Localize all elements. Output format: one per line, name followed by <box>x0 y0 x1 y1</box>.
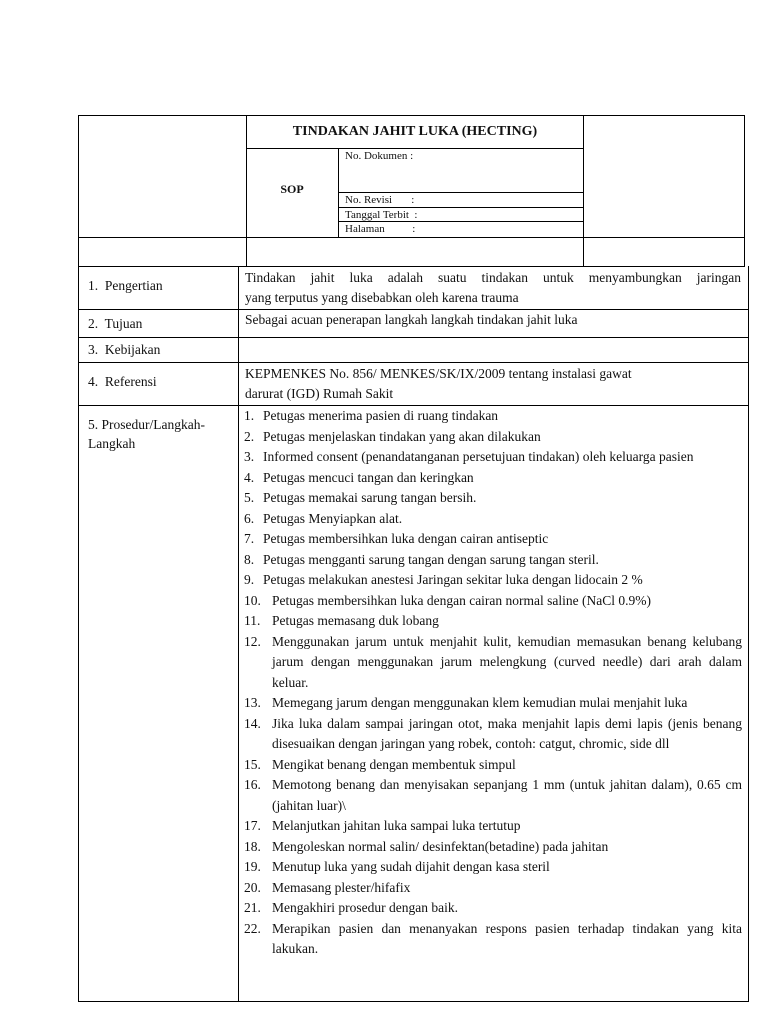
procedure-step <box>244 775 742 816</box>
procedure-step <box>244 529 742 550</box>
procedure-step-number: 15. <box>244 756 261 772</box>
procedure-steps-list <box>244 406 742 960</box>
referensi-line-1: KEPMENKES No. 856/ MENKES/SK/IX/2009 tentang instalasi gawat <box>245 366 632 381</box>
procedure-step-text: Melanjutkan jahitan luka sampai luka tertutup <box>272 818 521 833</box>
procedure-step <box>244 570 742 591</box>
no-revisi-label: No. Revisi : <box>345 194 415 206</box>
procedure-step-text: Petugas Menyiapkan alat. <box>263 510 403 526</box>
procedure-step-text: Petugas mengganti sarung tangan dengan sarung tangan steril. <box>263 551 599 567</box>
procedure-step <box>244 837 742 858</box>
procedure-step-number: 19. <box>244 859 261 874</box>
kebijakan-label: 3. Kebijakan <box>88 342 161 357</box>
tujuan-label: 2. Tujuan <box>88 316 143 331</box>
procedure-step <box>244 878 742 899</box>
procedure-step <box>244 427 742 448</box>
procedure-step-number: 9. <box>244 572 255 587</box>
tanggal-terbit-label: Tanggal Terbit : <box>345 209 418 221</box>
procedure-step <box>244 898 742 919</box>
procedure-step <box>244 406 742 427</box>
procedure-step <box>244 714 742 755</box>
pengertian-label: 1. Pengertian <box>88 278 163 293</box>
procedure-step-number: 7. <box>244 531 255 546</box>
procedure-step-number: 17. <box>244 818 261 833</box>
procedure-step-number: 5. <box>244 490 255 505</box>
procedure-step-number: 6. <box>244 510 255 526</box>
procedure-step-number: 12. <box>244 633 261 649</box>
procedure-step-text: Petugas membersihkan luka dengan cairan normal saline (NaCl 0.9%) <box>272 592 652 608</box>
procedure-step-number: 10. <box>244 592 261 608</box>
procedure-step <box>244 488 742 509</box>
procedure-step-number: 13. <box>244 695 261 710</box>
procedure-step-text: Mengikat benang dengan membentuk simpul <box>272 756 516 772</box>
procedure-step-text: Petugas membersihkan luka dengan cairan antiseptic <box>263 531 549 546</box>
procedure-step <box>244 632 742 694</box>
procedure-step-number: 14. <box>244 715 261 731</box>
procedure-step <box>244 468 742 489</box>
halaman-label: Halaman : <box>345 223 416 235</box>
procedure-step-number: 3. <box>244 449 255 464</box>
referensi-label: 4. Referensi <box>88 374 157 389</box>
procedure-step <box>244 816 742 837</box>
procedure-step-text: Merapikan pasien dan menanyakan respons pasien terhadap tindakan yang kita lakukan. <box>272 920 742 956</box>
procedure-step-number: 1. <box>244 408 255 423</box>
procedure-step-number: 16. <box>244 777 261 792</box>
procedure-step-number: 2. <box>244 428 255 444</box>
procedure-step-text: Jika luka dalam sampai jaringan otot, maka menjahit lapis demi lapis (jenis benang disesuaikan dengan jaringan yang robek, contoh: catgut, chromic, side dll <box>272 715 742 751</box>
procedure-step <box>244 591 742 612</box>
tujuan-text: Sebagai acuan penerapan langkah langkah tindakan jahit luka <box>245 312 578 327</box>
procedure-step-number: 8. <box>244 551 255 567</box>
procedure-step-text: Petugas memasang duk lobang <box>272 613 439 628</box>
procedure-step-text: Informed consent (penandatanganan persetujuan tindakan) oleh keluarga pasien <box>263 449 694 464</box>
procedure-step <box>244 509 742 530</box>
procedure-step-text: Mengoleskan normal salin/ desinfektan(betadine) pada jahitan <box>272 838 609 854</box>
procedure-step-number: 22. <box>244 920 261 936</box>
procedure-step-text: Petugas memakai sarung tangan bersih. <box>263 490 477 505</box>
procedure-step-text: Petugas menjelaskan tindakan yang akan dilakukan <box>263 428 541 444</box>
procedure-step <box>244 919 742 960</box>
procedure-step <box>244 447 742 468</box>
no-dokumen-label: No. Dokumen : <box>345 150 414 162</box>
procedure-step-text: Menggunakan jarum untuk menjahit kulit, kemudian memasukan benang kelubang jarum dengan menggunakan jarum melengkung (curved needle) dari arah dalam keluar. <box>272 633 742 690</box>
procedure-step-text: Menutup luka yang sudah dijahit dengan kasa steril <box>272 859 550 874</box>
sop-label: SOP <box>280 182 304 196</box>
procedure-step-text: Petugas melakukan anestesi Jaringan sekitar luka dengan lidocain 2 % <box>263 572 643 587</box>
procedure-step <box>244 857 742 878</box>
procedure-step-number: 11. <box>244 613 261 628</box>
procedure-step <box>244 755 742 776</box>
procedure-step-text: Mengakhiri prosedur dengan baik. <box>272 900 458 915</box>
procedure-step-text: Memegang jarum dengan menggunakan klem kemudian mulai menjahit luka <box>272 695 688 710</box>
procedure-step-number: 18. <box>244 838 261 854</box>
procedure-step <box>244 550 742 571</box>
pengertian-line-2: yang terputus yang disebabkan oleh karena trauma <box>245 290 519 305</box>
procedure-step-number: 21. <box>244 900 261 915</box>
pengertian-line-1: Tindakan jahit luka adalah suatu tindakan untuk menyambungkan jaringan <box>245 270 741 285</box>
procedure-step-number: 4. <box>244 469 255 485</box>
procedure-step-text: Memasang plester/hifafix <box>272 879 411 895</box>
procedure-step <box>244 611 742 632</box>
procedure-step <box>244 693 742 714</box>
document-title: TINDAKAN JAHIT LUKA (HECTING) <box>292 124 538 139</box>
procedure-step-text: Petugas mencuci tangan dan keringkan <box>263 469 474 485</box>
procedure-step-text: Petugas menerima pasien di ruang tindakan <box>263 408 499 423</box>
procedure-step-text: Memotong benang dan menyisakan sepanjang 1 mm (untuk jahitan dalam), 0.65 cm (jahitan luar)\ <box>272 777 742 813</box>
procedure-step-number: 20. <box>244 879 261 895</box>
prosedur-label-line-2: Langkah <box>88 436 136 451</box>
prosedur-label-line-1: 5. Prosedur/Langkah- <box>88 417 205 432</box>
referensi-line-2: darurat (IGD) Rumah Sakit <box>245 386 394 401</box>
